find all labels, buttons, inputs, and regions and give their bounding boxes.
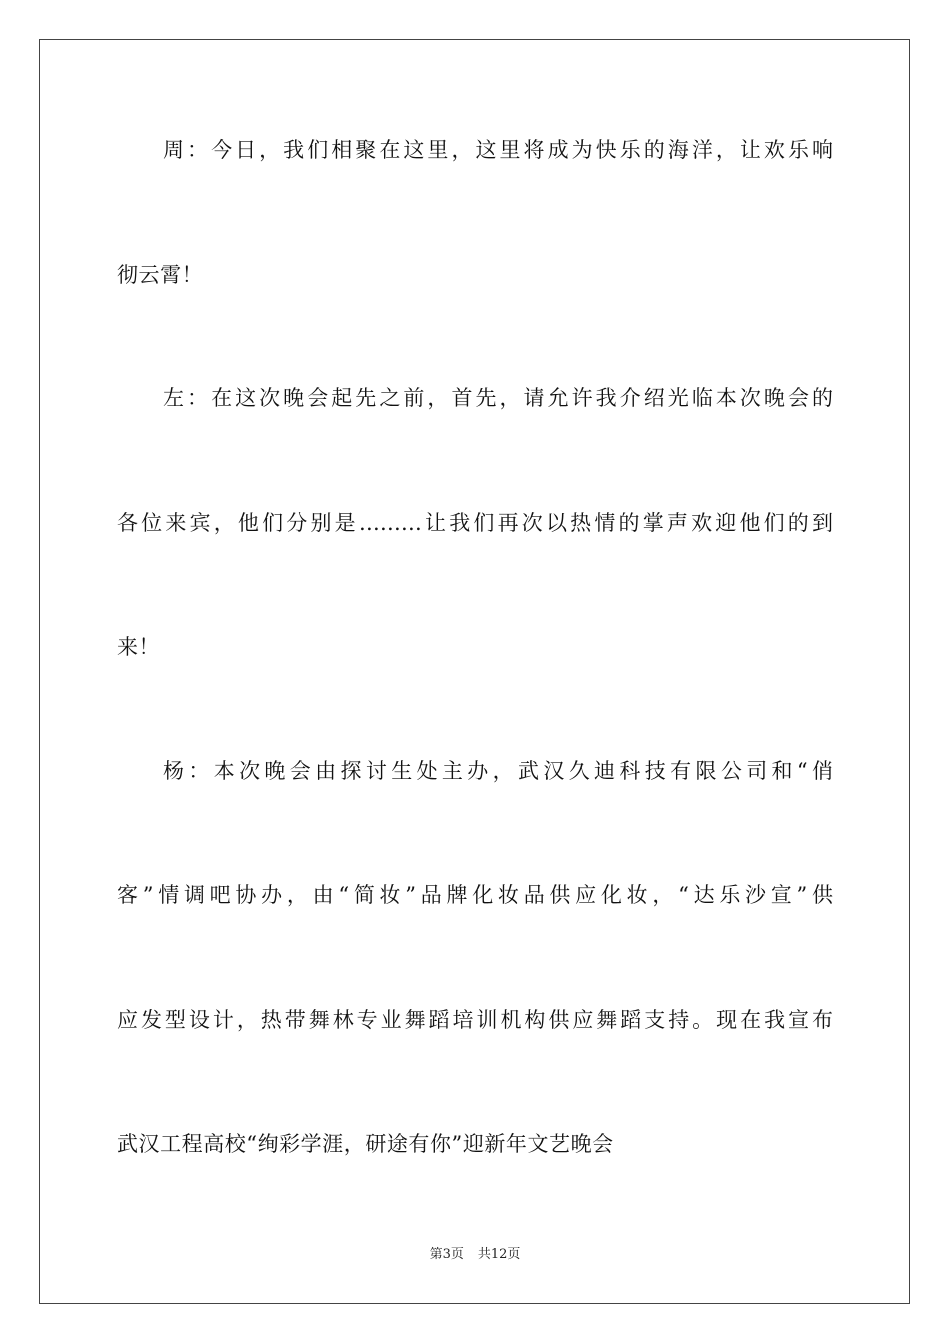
page-border bbox=[39, 39, 910, 1304]
text-line-3: 左：在这次晚会起先之前，首先，请允许我介绍光临本次晚会的 bbox=[163, 386, 833, 410]
text-line-8: 应发型设计，热带舞林专业舞蹈培训机构供应舞蹈支持。现在我宣布 bbox=[117, 1008, 833, 1032]
text-line-7: 客”情调吧协办，由“简妆”品牌化妆品供应化妆，“达乐沙宣”供 bbox=[117, 883, 833, 907]
text-line-6: 杨：本次晚会由探讨生处主办，武汉久迪科技有限公司和“俏 bbox=[163, 759, 833, 783]
page-number: 第3页 bbox=[429, 1247, 464, 1262]
text-line-5: 来！ bbox=[117, 635, 161, 659]
page-footer bbox=[0, 1247, 950, 1263]
text-line-9: 武汉工程高校“绚彩学涯，研途有你”迎新年文艺晚会 bbox=[117, 1132, 614, 1156]
page-total: 共12页 bbox=[477, 1247, 521, 1262]
text-line-2: 彻云霄！ bbox=[117, 263, 204, 287]
text-line-4: 各位来宾，他们分别是………让我们再次以热情的掌声欢迎他们的到 bbox=[117, 511, 833, 535]
text-line-1: 周：今日，我们相聚在这里，这里将成为快乐的海洋，让欢乐响 bbox=[163, 138, 833, 162]
